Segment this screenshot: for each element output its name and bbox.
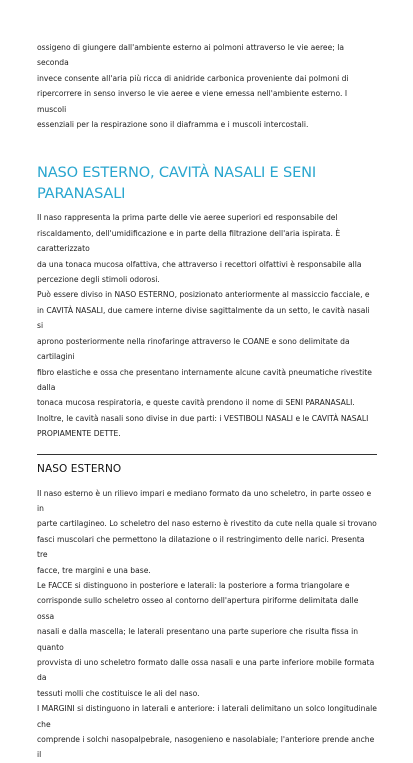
text-line: ripercorrere in senso inverso le vie aeree e viene emessa nell'ambiente esterno. I muscoli	[37, 89, 348, 114]
text-line: PROPIAMENTE DETTE.	[37, 429, 121, 439]
text-line: tonaca mucosa respiratoria, e queste cavità prendono il nome di SENI PARANASALI.	[37, 398, 355, 408]
text-line: corrisponde sullo scheletro osseo al contorno dell'apertura piriforme delimitata dalle ossa	[37, 596, 359, 621]
section-heading-line1: NASO ESTERNO, CAVITÀ NASALI E SENI	[37, 164, 316, 182]
text-line: percezione degli stimoli odorosi.	[37, 275, 160, 285]
text-line: nasali e dalla mascella; le laterali presentano una parte superiore che risulta fissa in quanto	[37, 627, 359, 652]
intro-paragraph	[37, 40, 377, 132]
text-line: invece consente all'aria più ricca di anidride carbonica proveniente dai polmoni di	[37, 73, 349, 83]
subsection-paragraph-1	[37, 486, 377, 578]
section-heading	[37, 162, 377, 204]
text-line: tessuti molli che costituisce le ali del naso.	[37, 688, 200, 698]
text-line: parte cartilagineo. Lo scheletro del naso esterno è rivestito da cute nella quale si trovano	[37, 519, 377, 529]
document-page	[37, 40, 377, 763]
spacer	[37, 476, 377, 486]
section-heading-line2: PARANASALI	[37, 185, 126, 203]
section-paragraph-2	[37, 287, 377, 441]
text-line: Può essere diviso in NASO ESTERNO, posizionato anteriormente al massiccio facciale, e	[37, 290, 370, 300]
text-line: Il naso esterno è un rilievo impari e mediano formato da uno scheletro, in parte osseo e in	[37, 488, 372, 513]
text-line: in CAVITÀ NASALI, due camere interne divise sagittalmente da un setto, le cavità nasali si	[37, 305, 370, 331]
text-line: comprende i solchi nasopalpebrale, nasogenieno e nasolabiale; l'anteriore prende anche il	[37, 735, 375, 760]
text-line: Il naso rappresenta la prima parte delle vie aeree superiori ed responsabile del	[37, 213, 338, 223]
text-line: Inoltre, le cavità nasali sono divise in due parti: i VESTIBOLI NASALI e le CAVITÀ NASALI	[37, 413, 369, 423]
subsection-paragraph-3	[37, 701, 377, 763]
text-line: da una tonaca mucosa olfattiva, che attraverso i recettori olfattivi è responsabile alla	[37, 259, 362, 269]
subsection-paragraph-2	[37, 578, 377, 701]
text-line: provvista di uno scheletro formato dalle ossa nasali e una parte inferiore mobile formata da	[37, 658, 375, 683]
text-line: ossigeno di giungere dall'ambiente esterno ai polmoni attraverso le vie aeree; la seconda	[37, 43, 344, 68]
text-line: essenziali per la respirazione sono il diaframma e i muscoli intercostali.	[37, 120, 309, 130]
subsection-heading: NASO ESTERNO	[37, 462, 122, 475]
text-line: riscaldamento, dell'umidificazione e in parte della filtrazione dell'aria ispirata. È caratterizzato	[37, 228, 341, 254]
text-line: aprono posteriormente nella rinofaringe attraverso le COANE e sono delimitate da cartilagini	[37, 336, 350, 362]
text-line: Le FACCE si distinguono in posteriore e laterali: la posteriore a forma triangolare e	[37, 580, 350, 590]
text-line: facce, tre margini e una base.	[37, 565, 151, 575]
section-paragraph-1	[37, 210, 377, 287]
text-line: fibro elastiche e ossa che presentano internamente alcune cavità pneumatiche rivestite dalla	[37, 367, 372, 392]
text-line: I MARGINI si distinguono in laterali e anteriore: i laterali delimitano un solco longitudinale che	[37, 704, 377, 729]
text-line: fasci muscolari che permettono la dilatazione o il restringimento delle narici. Presenta tre	[37, 534, 365, 560]
section-divider	[37, 454, 377, 455]
